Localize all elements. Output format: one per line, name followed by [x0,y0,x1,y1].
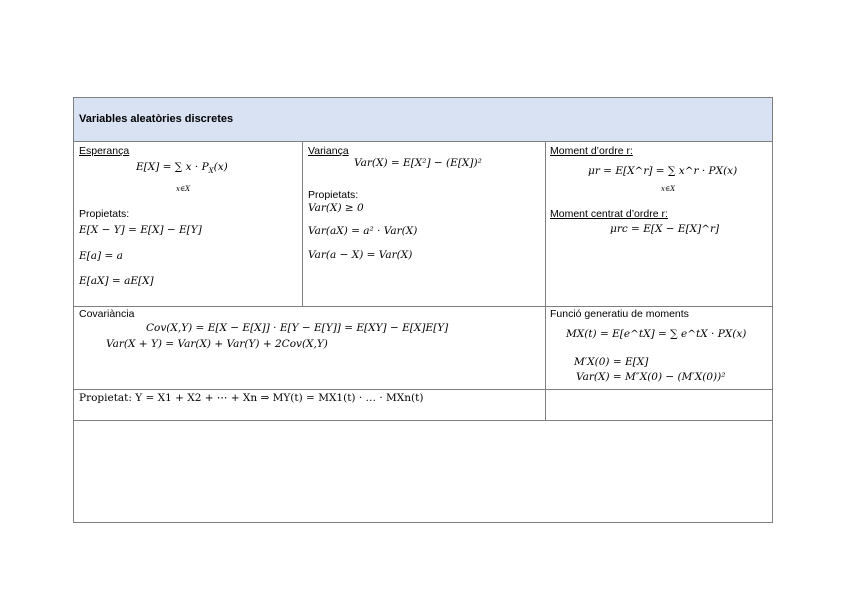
divider [545,142,546,420]
covariance-heading: Covariància [79,308,135,320]
divider [302,142,303,306]
mgf-formula-3: Var(X) = M″X(0) − (M′X(0))² [576,371,726,383]
covariance-formula-1: Cov(X,Y) = E[X − E[X]] · E[Y − E[Y]] = E[XY] − E[X]E[Y] [146,322,449,334]
variance-heading: Variança [308,145,349,157]
esperanca-prop-2: E[a] = a [79,250,123,262]
mgf-formula-1: MX(t) = E[e^tX] = ∑ e^tX · PX(x) [566,328,747,340]
table-header [74,98,772,142]
variance-prop-3: Var(a − X) = Var(X) [308,249,413,261]
variance-formula: Var(X) = E[X²] − (E[X])² [354,157,482,169]
moment-formula: μr = E[X^r] = ∑ x^r · PX(x) [588,165,738,177]
mgf-formula-2: M′X(0) = E[X] [574,356,649,368]
variance-props-label: Propietats: [308,189,359,201]
formula-table [73,97,773,523]
divider [74,389,772,390]
empty-cell [74,421,772,522]
esperanca-prop-1: E[X − Y] = E[X] − E[Y] [79,224,202,236]
mgf-heading: Funció generatiu de moments [550,308,689,320]
variance-prop-1: Var(X) ≥ 0 [308,202,364,214]
moment-central-formula: μrc = E[X − E[X]^r] [610,223,720,235]
variance-prop-2: Var(aX) = a² · Var(X) [308,225,418,237]
esperanca-formula: E[X] = ∑ $x \cdot P_X(x)$ [136,161,228,176]
divider [74,306,772,307]
table-title: Variables aleatòries discretes [79,113,234,125]
moment-central-heading: Moment centrat d’ordre r: [550,208,668,220]
esperanca-sum-index: x∈X [176,185,191,193]
esperanca-props-label: Propietats: [79,208,130,220]
moment-heading: Moment d’ordre r: [550,145,633,157]
property-text: Propietat: Y = X1 + X2 + ⋯ + Xn ⇒ MY(t) = MX1(t) · … · MXn(t) [79,392,424,404]
moment-sum-index: x∈X [661,185,676,193]
esperanca-prop-3: E[aX] = aE[X] [79,275,154,287]
esperanca-heading: Esperança [79,145,130,157]
covariance-formula-2: Var(X + Y) = Var(X) + Var(Y) + 2Cov(X,Y) [106,338,328,350]
esperanca-formula-text: E[X] = ∑ x · P [136,161,209,173]
